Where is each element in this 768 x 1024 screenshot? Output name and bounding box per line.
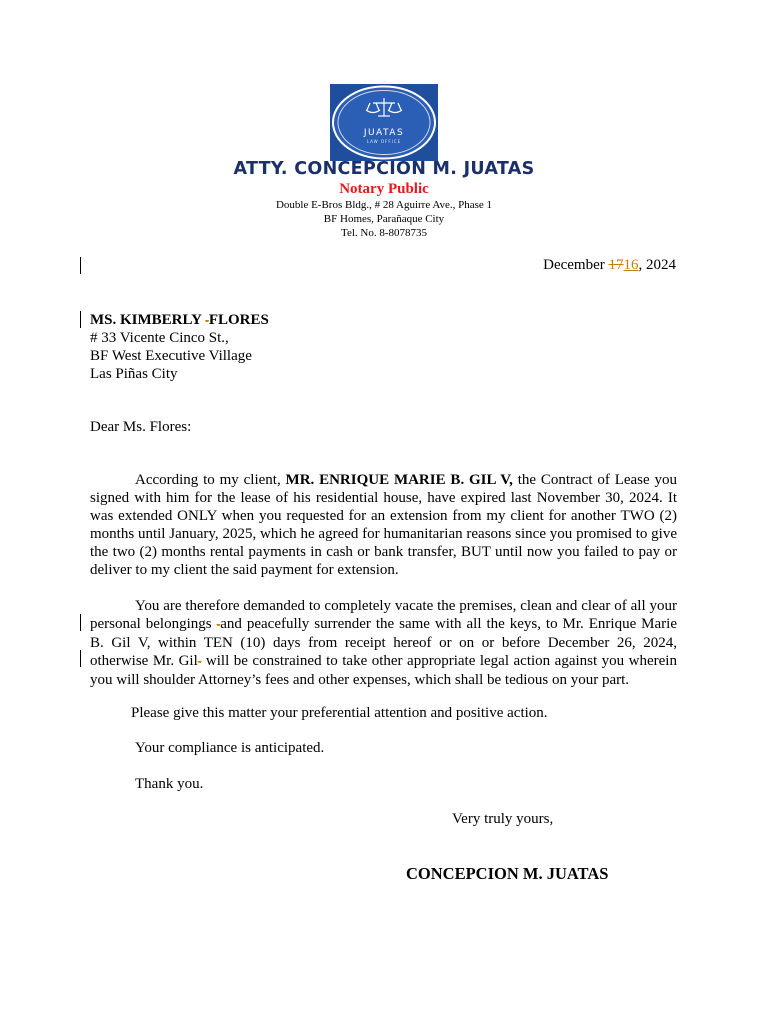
date-month: December [543,257,609,273]
inserted-day: 16 [623,257,639,273]
body-paragraph-5: Thank you. [135,776,204,792]
scales-of-justice-icon [330,84,438,161]
change-bar [80,257,81,274]
body-paragraph-3: Please give this matter your preferential attention and positive action. [131,705,548,721]
body-paragraph-4: Your compliance is anticipated. [135,740,325,756]
office-address-line-2: BF Homes, Parañaque City [323,213,445,225]
logo-text: JUATAS [363,128,405,138]
deleted-mark: - [216,619,221,631]
paragraph-1-rest: the Contract of Lease you signed with him for the lease of his residential house, have expired last November 30, 2024. It was extended ONLY when you requested for an extension from my client for another TWO (2) months until January, 2025, which he agreed for humanitarian reasons since you promised to give the two (2) months rental payments in cash or bank transfer, BUT until now you failed to pay or deliver to my client the said payment for extension. [90,472,677,578]
deleted-day: 17 [608,257,624,273]
logo-subtext: LAW OFFICE [366,139,402,144]
change-bar [80,650,81,667]
complimentary-close: Very truly yours, [452,811,554,827]
notary-public-title: Notary Public [339,181,429,197]
deleted-mark: - [197,656,202,668]
recipient-address-line-3: Las Piñas City [90,366,178,382]
recipient-last-name: FLORES [208,312,269,328]
body-paragraph-2 [90,597,677,689]
change-bar [80,614,81,631]
date-year: , 2024 [638,257,676,273]
law-office-logo [330,84,438,161]
recipient-first-name: MS. KIMBERLY [90,312,206,328]
office-telephone: Tel. No. 8-8078735 [341,227,427,239]
client-name: MR. ENRIQUE MARIE B. GIL V, [285,472,513,488]
recipient-block [90,311,269,383]
attorney-name-heading: ATTY. CONCEPCION M. JUATAS [233,159,535,179]
change-bar [80,311,81,328]
body-paragraph-1 [90,471,677,579]
paragraph-2-part-2: and peacefully surrender the same with all the keys, to Mr. Enrique Marie B. Gil V, within TEN (10) days from receipt hereof or on or before December 26, 2024, otherwise Mr. Gil [90,616,677,669]
recipient-address-line-1: # 33 Vicente Cinco St., [90,330,229,346]
office-address-line-1: Double E-Bros Bldg., # 28 Aguirre Ave., Phase 1 [275,199,493,211]
letter-date [543,257,676,274]
paragraph-2-part-1: You are therefore demanded to completely vacate the premises, clean and clear of all your personal belongings [90,598,677,632]
paragraph-2-part-3: will be constrained to take other appropriate legal action against you wherein you will shoulder Attorney’s fees and other expenses, which shall be tedious on your part. [90,653,677,688]
recipient-address-line-2: BF West Executive Village [90,348,252,364]
recipient-name [90,311,269,329]
salutation: Dear Ms. Flores: [90,419,192,435]
paragraph-1-lead: According to my client, [135,472,286,488]
signatory-name: CONCEPCION M. JUATAS [406,864,609,883]
deleted-mark: - [205,315,209,327]
